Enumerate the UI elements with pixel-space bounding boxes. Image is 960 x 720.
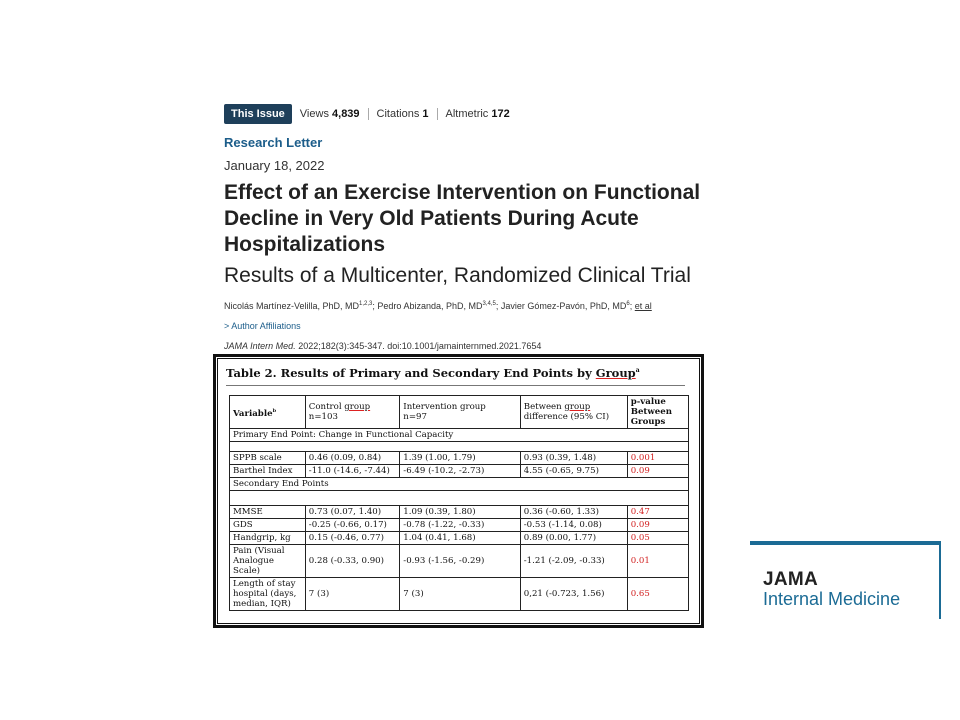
cell-variable: Handgrip, kg bbox=[230, 532, 306, 545]
article-date: January 18, 2022 bbox=[224, 158, 325, 173]
table-row bbox=[230, 519, 689, 532]
cell-intervention: -6.49 (-10.2, -2.73) bbox=[400, 465, 520, 478]
metric-divider bbox=[368, 108, 369, 120]
cell-control: 0.15 (-0.46, 0.77) bbox=[305, 532, 400, 545]
table-spacer-row bbox=[230, 491, 689, 506]
author-affiliation-marks: 3,4,5 bbox=[482, 301, 496, 307]
citations-metric[interactable]: Citations 1 bbox=[376, 108, 429, 120]
cell-control: 0.46 (0.09, 0.84) bbox=[305, 452, 400, 465]
cell-difference: 4.55 (-0.65, 9.75) bbox=[520, 465, 627, 478]
primary-endpoint-label: Primary End Point: Change in Functional Capacity bbox=[230, 429, 689, 442]
author-name[interactable]: Pedro Abizanda, PhD, MD bbox=[377, 301, 483, 311]
cell-p-value: 0.05 bbox=[627, 532, 688, 545]
cell-variable: Length of stay hospital (days, median, IQR) bbox=[230, 578, 306, 611]
cell-control: -11.0 (-14.6, -7.44) bbox=[305, 465, 400, 478]
author-name[interactable]: Nicolás Martínez-Velilla, PhD, MD bbox=[224, 301, 360, 311]
cell-intervention: 7 (3) bbox=[400, 578, 520, 611]
table-row bbox=[230, 532, 689, 545]
author-affiliation-marks: 6 bbox=[626, 301, 630, 307]
chevron-right-icon: > bbox=[224, 321, 230, 331]
cell-difference: -0.53 (-1.14, 0.08) bbox=[520, 519, 627, 532]
article-subtitle: Results of a Multicenter, Randomized Clinical Trial bbox=[224, 264, 691, 287]
views-metric: Views 4,839 bbox=[299, 108, 360, 120]
cell-control: -0.25 (-0.66, 0.17) bbox=[305, 519, 400, 532]
cell-control: 0.28 (-0.33, 0.90) bbox=[305, 545, 400, 578]
cell-difference: -1.21 (-2.09, -0.33) bbox=[520, 545, 627, 578]
article-type-label[interactable]: Research Letter bbox=[224, 135, 323, 150]
cell-difference: 0.93 (0.39, 1.48) bbox=[520, 452, 627, 465]
citation-details: 2022;182(3):345-347. doi:10.1001/jamainternmed.2021.7654 bbox=[298, 341, 542, 351]
article-metrics-bar bbox=[224, 103, 510, 125]
logo-internal-medicine-text: Internal Medicine bbox=[763, 589, 901, 609]
logo-jama-text: JAMA bbox=[763, 569, 819, 590]
cell-variable: GDS bbox=[230, 519, 306, 532]
cell-p-value: 0.09 bbox=[627, 519, 688, 532]
secondary-endpoint-label: Secondary End Points bbox=[230, 478, 689, 491]
jama-internal-medicine-logo bbox=[750, 541, 941, 619]
cell-intervention: 1.39 (1.00, 1.79) bbox=[400, 452, 520, 465]
table-row bbox=[230, 545, 689, 578]
cell-difference: 0,21 (-0.723, 1.56) bbox=[520, 578, 627, 611]
cell-variable: Barthel Index bbox=[230, 465, 306, 478]
cell-control: 0.73 (0.07, 1.40) bbox=[305, 506, 400, 519]
metric-divider bbox=[437, 108, 438, 120]
cell-control: 7 (3) bbox=[305, 578, 400, 611]
table-spacer-row bbox=[230, 442, 689, 452]
cell-variable: Pain (Visual Analogue Scale) bbox=[230, 545, 306, 578]
altmetric-metric[interactable]: Altmetric 172 bbox=[445, 108, 510, 120]
cell-variable: MMSE bbox=[230, 506, 306, 519]
author-affiliations-link[interactable] bbox=[224, 321, 301, 331]
caption-divider bbox=[226, 385, 685, 386]
table-row bbox=[230, 465, 689, 478]
table-section-row bbox=[230, 429, 689, 442]
cell-p-value: 0.01 bbox=[627, 545, 688, 578]
header-p-value: p-value Between Groups bbox=[627, 396, 688, 429]
affiliations-label: Author Affiliations bbox=[231, 321, 301, 331]
cell-p-value: 0.001 bbox=[627, 452, 688, 465]
cell-p-value: 0.09 bbox=[627, 465, 688, 478]
citation-line bbox=[224, 341, 541, 351]
cell-difference: 0.36 (-0.60, 1.33) bbox=[520, 506, 627, 519]
table-row bbox=[230, 452, 689, 465]
author-name[interactable]: Javier Gómez-Pavón, PhD, MD bbox=[500, 301, 627, 311]
this-issue-button[interactable]: This Issue bbox=[224, 104, 292, 124]
header-between-group-difference: Between group difference (95% CI) bbox=[520, 396, 627, 429]
cell-p-value: 0.47 bbox=[627, 506, 688, 519]
table-row bbox=[230, 506, 689, 519]
results-table-figure bbox=[213, 354, 704, 628]
cell-difference: 0.89 (0.00, 1.77) bbox=[520, 532, 627, 545]
journal-abbrev: JAMA Intern Med. bbox=[224, 341, 296, 351]
table-header-row bbox=[230, 396, 689, 429]
table-row bbox=[230, 578, 689, 611]
header-control-group: Control group n=103 bbox=[305, 396, 400, 429]
cell-intervention: -0.78 (-1.22, -0.33) bbox=[400, 519, 520, 532]
cell-intervention: 1.04 (0.41, 1.68) bbox=[400, 532, 520, 545]
table-caption: Table 2. Results of Primary and Secondary End Points by Group$^a$ bbox=[226, 366, 640, 380]
author-affiliation-marks: 1,2,3 bbox=[359, 301, 373, 307]
article-title: Effect of an Exercise Intervention on Functional Decline in Very Old Patients During Acute Hospitalizations bbox=[224, 181, 701, 256]
results-table bbox=[229, 395, 689, 611]
et-al-link[interactable]: et al bbox=[634, 301, 652, 311]
header-variable: Variable$^b$ bbox=[230, 396, 306, 429]
table-section-row bbox=[230, 478, 689, 491]
author-list: Nicolás Martínez-Velilla, PhD, MD$^{1,2,3}$; Pedro Abizanda, PhD, MD$^{3,4,5}$; Javier Gómez-Pavón, PhD, $MD^6$; et al bbox=[224, 301, 652, 311]
cell-variable: SPPB scale bbox=[230, 452, 306, 465]
header-intervention-group: Intervention group n=97 bbox=[400, 396, 520, 429]
cell-intervention: 1.09 (0.39, 1.80) bbox=[400, 506, 520, 519]
cell-intervention: -0.93 (-1.56, -0.29) bbox=[400, 545, 520, 578]
cell-p-value: 0.65 bbox=[627, 578, 688, 611]
